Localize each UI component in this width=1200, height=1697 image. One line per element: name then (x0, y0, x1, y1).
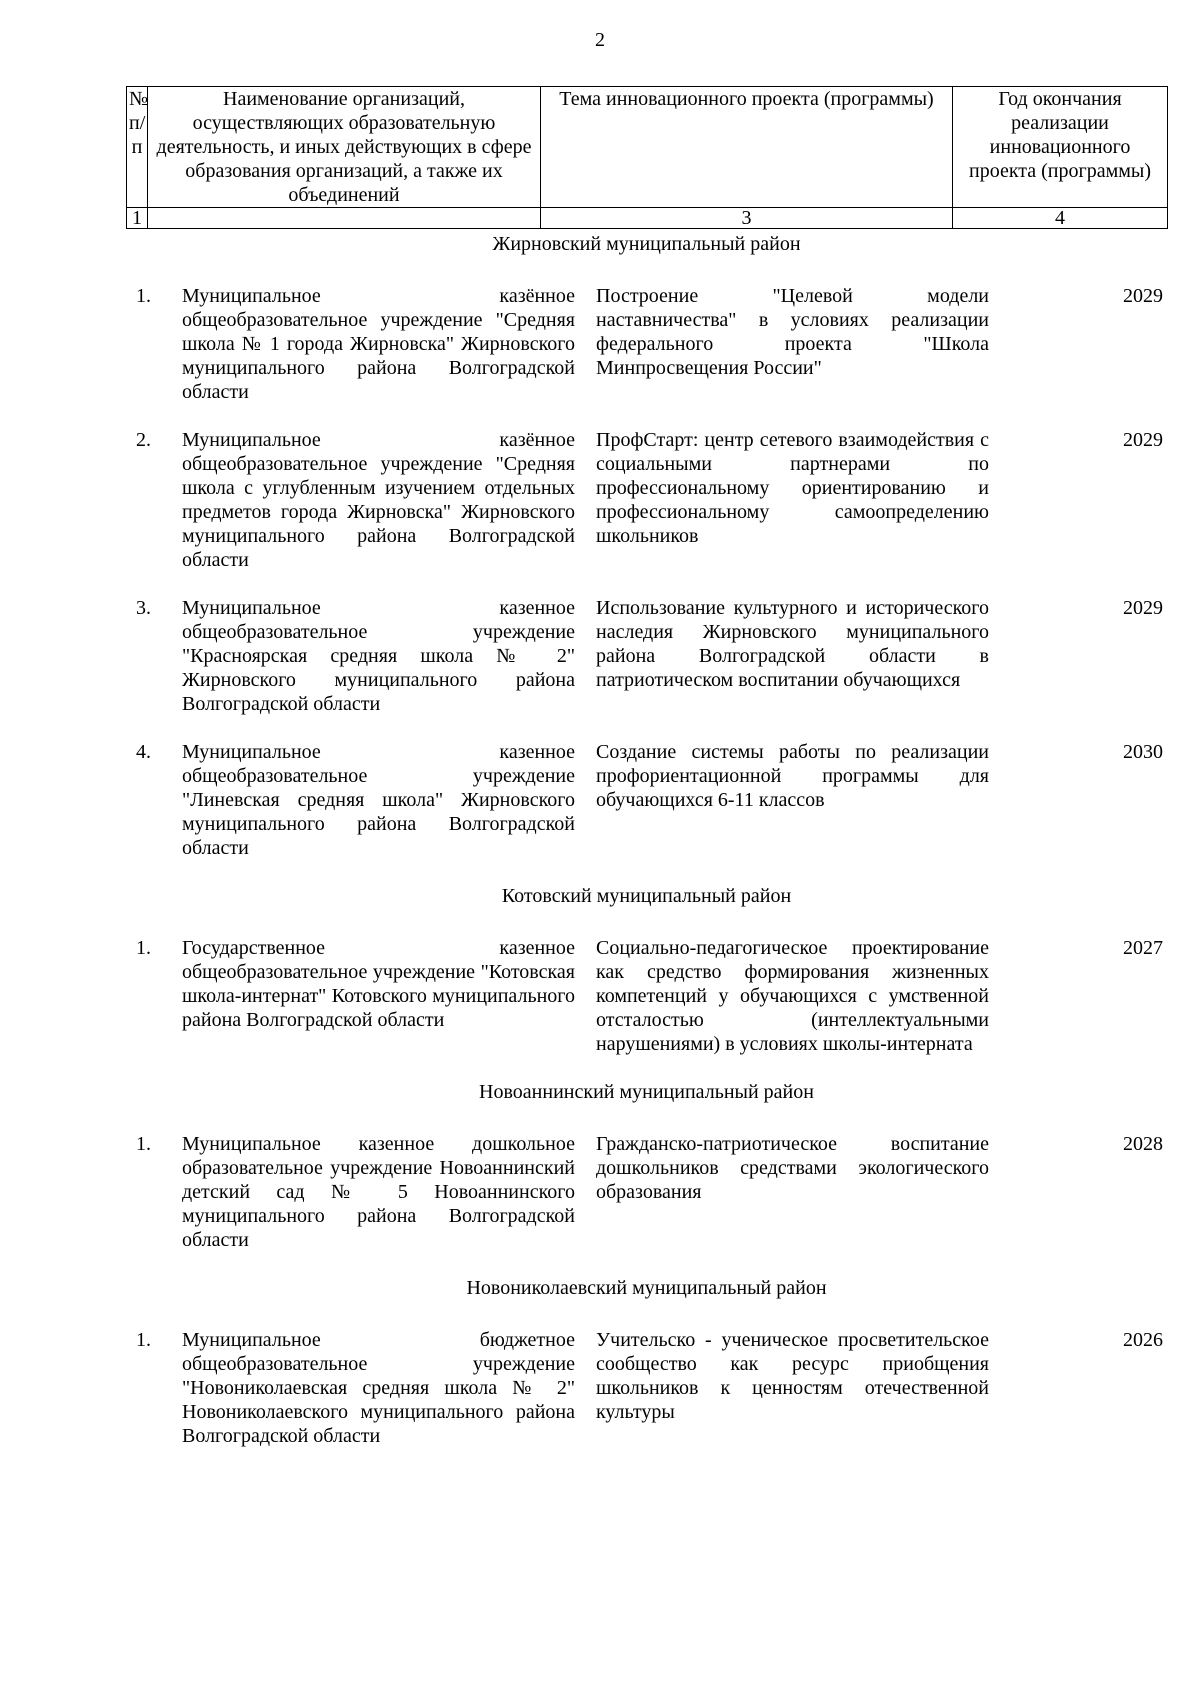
entry-number: 1. (136, 1133, 151, 1155)
column-number-2 (148, 208, 541, 229)
column-number-4: 4 (953, 208, 1168, 229)
header-cell-topic: Тема инновационного проекта (программы) (541, 87, 953, 208)
entry-topic: Создание системы работы по реализации профориентационной программы для обучающихся 6-11 классов (596, 741, 989, 811)
section-title: Новоаннинский муниципальный район (479, 1081, 814, 1103)
entry-number: 1. (136, 285, 151, 307)
list-item (126, 428, 1167, 572)
list-item (126, 1132, 1167, 1252)
entry-topic: ПрофСтарт: центр сетевого взаимодействия с социальными партнерами по профессиональному ориентированию и профессиональному самоопределению школьников (596, 429, 989, 547)
document-body (126, 232, 1167, 1472)
list-item (126, 596, 1167, 716)
entry-topic: Гражданско-патриотическое воспитание дошкольников средствами экологического образования (596, 1133, 989, 1203)
entry-year: 2029 (1123, 597, 1163, 619)
entry-topic: Построение "Целевой модели наставничества" в условиях реализации федерального проекта "Школа Минпросвещения России" (596, 285, 989, 379)
entry-number: 1. (136, 937, 151, 959)
entry-year: 2026 (1123, 1329, 1163, 1351)
entry-topic: Использование культурного и исторического наследия Жирновского муниципального района Волгоградской области в патриотическом воспитании обучающихся (596, 597, 989, 691)
section-title: Новониколаевский муниципальный район (466, 1277, 827, 1299)
section-title: Котовский муниципальный район (501, 885, 792, 907)
column-number-3: 3 (541, 208, 953, 229)
header-cell-year: Год окончания реализации инновационного проекта (программы) (953, 87, 1168, 208)
page-number: 2 (595, 29, 605, 51)
entry-organization: Муниципальное казенное дошкольное образовательное учреждение Новоаннинский детский сад № 5 Новоаннинского муниципального района Волгоградской области (182, 1133, 575, 1251)
entry-organization: Муниципальное казённое общеобразовательное учреждение "Средняя школа № 1 города Жирновска" Жирновского муниципального района Волгоградской области (182, 285, 575, 403)
entry-year: 2027 (1123, 937, 1163, 959)
entry-topic: Социально-педагогическое проектирование как средство формирования жизненных компетенций у обучающихся с умственной отсталостью (интеллектуальными нарушениями) в условиях школы-интерната (596, 937, 989, 1055)
entry-number: 3. (136, 597, 151, 619)
entry-organization: Муниципальное бюджетное общеобразовательное учреждение "Новониколаевская средняя школа № 2" Новониколаевского муниципального района Волгоградской области (182, 1329, 575, 1447)
list-item (126, 284, 1167, 404)
header-cell-organization: Наименование организаций, осуществляющих образовательную деятельность, и иных действующих в сфере образования организаций, а также их объединений (148, 87, 541, 208)
header-cell-number: № п/ п (127, 87, 148, 208)
entry-organization: Муниципальное казенное общеобразовательное учреждение "Линевская средняя школа" Жирновского муниципального района Волгоградской области (182, 741, 575, 859)
list-item (126, 936, 1167, 1056)
table-header (126, 86, 1168, 229)
section-zhirnovsky (126, 232, 1167, 860)
entry-year: 2029 (1123, 285, 1163, 307)
section-kotovsky (126, 884, 1167, 1056)
entry-organization: Муниципальное казенное общеобразовательное учреждение "Красноярская средняя школа № 2" Жирновского муниципального района Волгоградской области (182, 597, 575, 715)
entry-year: 2028 (1123, 1133, 1163, 1155)
entry-organization: Государственное казенное общеобразовательное учреждение "Котовская школа-интернат" Котовского муниципального района Волгоградской области (182, 937, 575, 1031)
entry-topic: Учительско - ученическое просветительское сообщество как ресурс приобщения школьников к ценностям отечественной культуры (596, 1329, 989, 1423)
entry-number: 1. (136, 1329, 151, 1351)
entry-year: 2030 (1123, 741, 1163, 763)
column-number-1: 1 (127, 208, 148, 229)
list-item (126, 1328, 1167, 1448)
entry-number: 2. (136, 429, 151, 451)
list-item (126, 740, 1167, 860)
entry-year: 2029 (1123, 429, 1163, 451)
section-novonikolaevsky (126, 1276, 1167, 1448)
entry-number: 4. (136, 741, 151, 763)
entry-organization: Муниципальное казённое общеобразовательное учреждение "Средняя школа с углубленным изучением отдельных предметов города Жирновска" Жирновского муниципального района Волгоградской области (182, 429, 575, 571)
section-novoanninsky (126, 1080, 1167, 1252)
section-title: Жирновский муниципальный район (492, 233, 801, 255)
